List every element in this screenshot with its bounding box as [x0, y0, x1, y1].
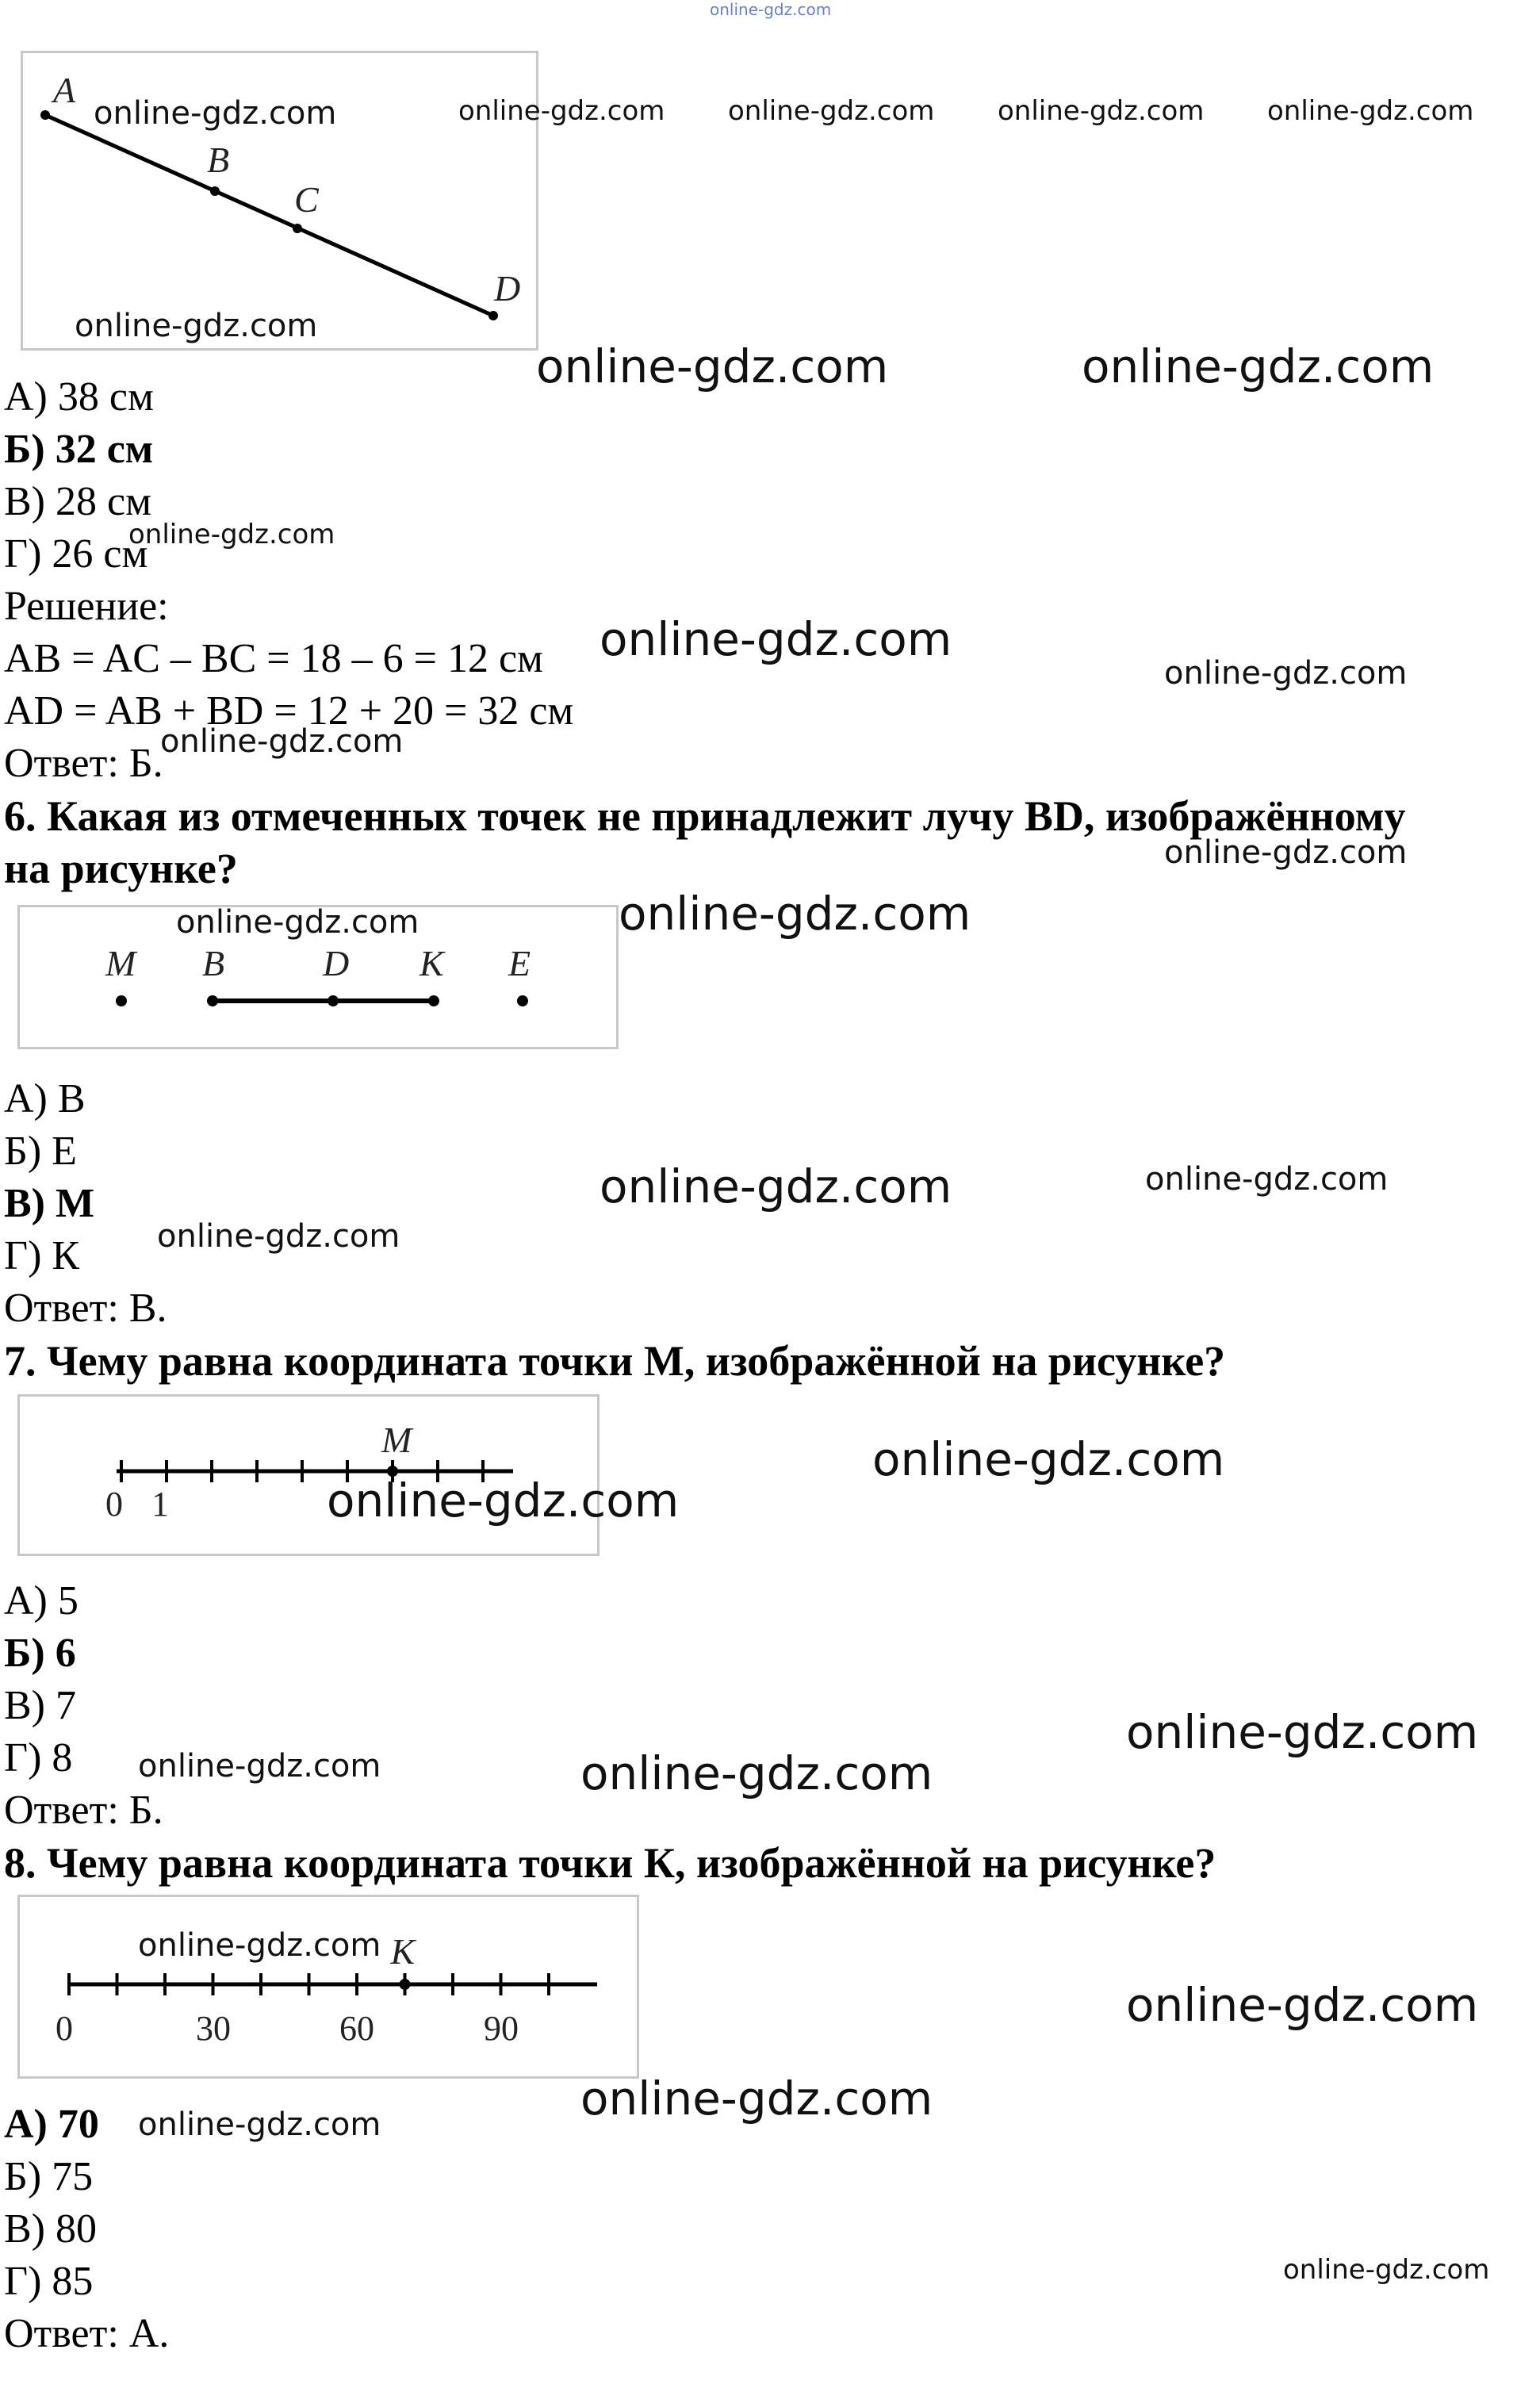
watermark-text: online-gdz.com [1082, 339, 1435, 393]
tick-label-1: 1 [151, 1485, 169, 1524]
watermark-text: online-gdz.com [536, 339, 889, 393]
q5-option-d: Г) 26 см [4, 531, 148, 577]
watermark-text: online-gdz.com [458, 95, 665, 127]
q7-option-a: А) 5 [4, 1578, 79, 1623]
watermark-text: online-gdz.com [327, 1474, 680, 1527]
q8-option-d: Г) 85 [4, 2259, 94, 2304]
q5-answer: Ответ: Б. [4, 741, 163, 786]
watermark-text: online-gdz.com [619, 887, 971, 941]
q8-question: 8. Чему равна координата точки К, изображённой на рисунке? [4, 1839, 1216, 1887]
q5-solution-label: Решение: [4, 584, 169, 629]
label-k: K [390, 1931, 416, 1972]
q8-option-a: А) 70 [4, 2102, 99, 2147]
tick-label-0: 0 [105, 1485, 123, 1524]
point-d [328, 995, 339, 1006]
label-a: A [53, 70, 76, 110]
watermark-text: online-gdz.com [1126, 1978, 1479, 2032]
q5-solution-line-2: AD = AB + BD = 12 + 20 = 32 см [4, 688, 574, 734]
q5-option-c: В) 28 см [4, 479, 151, 524]
q5-solution-line-1: AB = AC – BC = 18 – 6 = 12 см [4, 636, 543, 681]
q6-option-c: В) M [4, 1181, 95, 1226]
label-m: M [105, 943, 136, 983]
label-m: M [381, 1420, 412, 1460]
header-watermark: online-gdz.com [710, 0, 832, 19]
watermark-text: online-gdz.com [1145, 1161, 1389, 1198]
tick-label-60: 60 [339, 2009, 374, 2048]
point-d [488, 311, 498, 320]
label-d: D [323, 943, 350, 983]
q5-option-a: А) 38 см [4, 374, 154, 420]
q6-option-b: Б) E [4, 1129, 77, 1174]
q7-answer: Ответ: Б. [4, 1788, 163, 1833]
label-e: E [508, 943, 531, 983]
point-b [207, 995, 218, 1006]
q8-option-b: Б) 75 [4, 2154, 94, 2199]
point-k [428, 995, 439, 1006]
q8-option-c: В) 80 [4, 2206, 97, 2252]
q8-number-line-figure [17, 1895, 639, 2079]
point-m [116, 995, 127, 1006]
tick-label-30: 30 [196, 2009, 231, 2048]
tick-label-90: 90 [484, 2009, 519, 2048]
watermark-text: online-gdz.com [160, 723, 404, 760]
watermark-text: online-gdz.com [580, 2072, 933, 2125]
watermark-text: online-gdz.com [998, 95, 1205, 127]
q8-answer: Ответ: А. [4, 2311, 170, 2356]
point-b [210, 186, 220, 196]
watermark-text: online-gdz.com [138, 1927, 381, 1964]
point-e [517, 995, 528, 1006]
label-c: C [294, 179, 319, 220]
watermark-text: online-gdz.com [728, 95, 935, 127]
watermark-text: online-gdz.com [1126, 1705, 1479, 1759]
point-c [293, 224, 302, 233]
q7-option-d: Г) 8 [4, 1735, 73, 1780]
watermark-text: online-gdz.com [1164, 834, 1408, 871]
watermark-text: online-gdz.com [1267, 95, 1474, 127]
label-k: K [419, 943, 444, 983]
point-a [40, 110, 50, 120]
watermark-text: online-gdz.com [1164, 655, 1408, 692]
watermark-text: online-gdz.com [138, 2106, 381, 2143]
q5-option-b: Б) 32 см [4, 427, 154, 472]
watermark-text: online-gdz.com [128, 519, 335, 550]
q6-question-line-2: на рисунке? [4, 845, 238, 892]
watermark-text: online-gdz.com [600, 612, 952, 666]
watermark-text: online-gdz.com [1283, 2254, 1490, 2286]
label-b: B [202, 943, 225, 983]
q6-option-a: А) B [4, 1076, 86, 1121]
q6-answer: Ответ: В. [4, 1286, 167, 1331]
watermark-text: online-gdz.com [157, 1218, 400, 1255]
q6-option-d: Г) К [4, 1233, 80, 1278]
watermark-text: online-gdz.com [176, 904, 419, 941]
q6-question-line-1: 6. Какая из отмеченных точек не принадлежит лучу BD, изображённому [4, 792, 1406, 840]
point-k [400, 1979, 411, 1990]
watermark-text: online-gdz.com [600, 1160, 952, 1213]
tick-label-0: 0 [56, 2009, 73, 2048]
watermark-text: online-gdz.com [872, 1432, 1225, 1486]
q7-option-c: В) 7 [4, 1683, 76, 1728]
segment-ad [45, 115, 493, 316]
watermark-text: online-gdz.com [580, 1746, 933, 1800]
q8-number-line-svg [20, 1897, 637, 2076]
watermark-text: online-gdz.com [94, 95, 337, 132]
watermark-text: online-gdz.com [138, 1748, 381, 1784]
watermark-text: online-gdz.com [75, 308, 318, 344]
label-b: B [207, 140, 230, 180]
label-d: D [494, 268, 521, 309]
q7-question: 7. Чему равна координата точки М, изображённой на рисунке? [4, 1337, 1226, 1385]
q7-option-b: Б) 6 [4, 1631, 76, 1676]
